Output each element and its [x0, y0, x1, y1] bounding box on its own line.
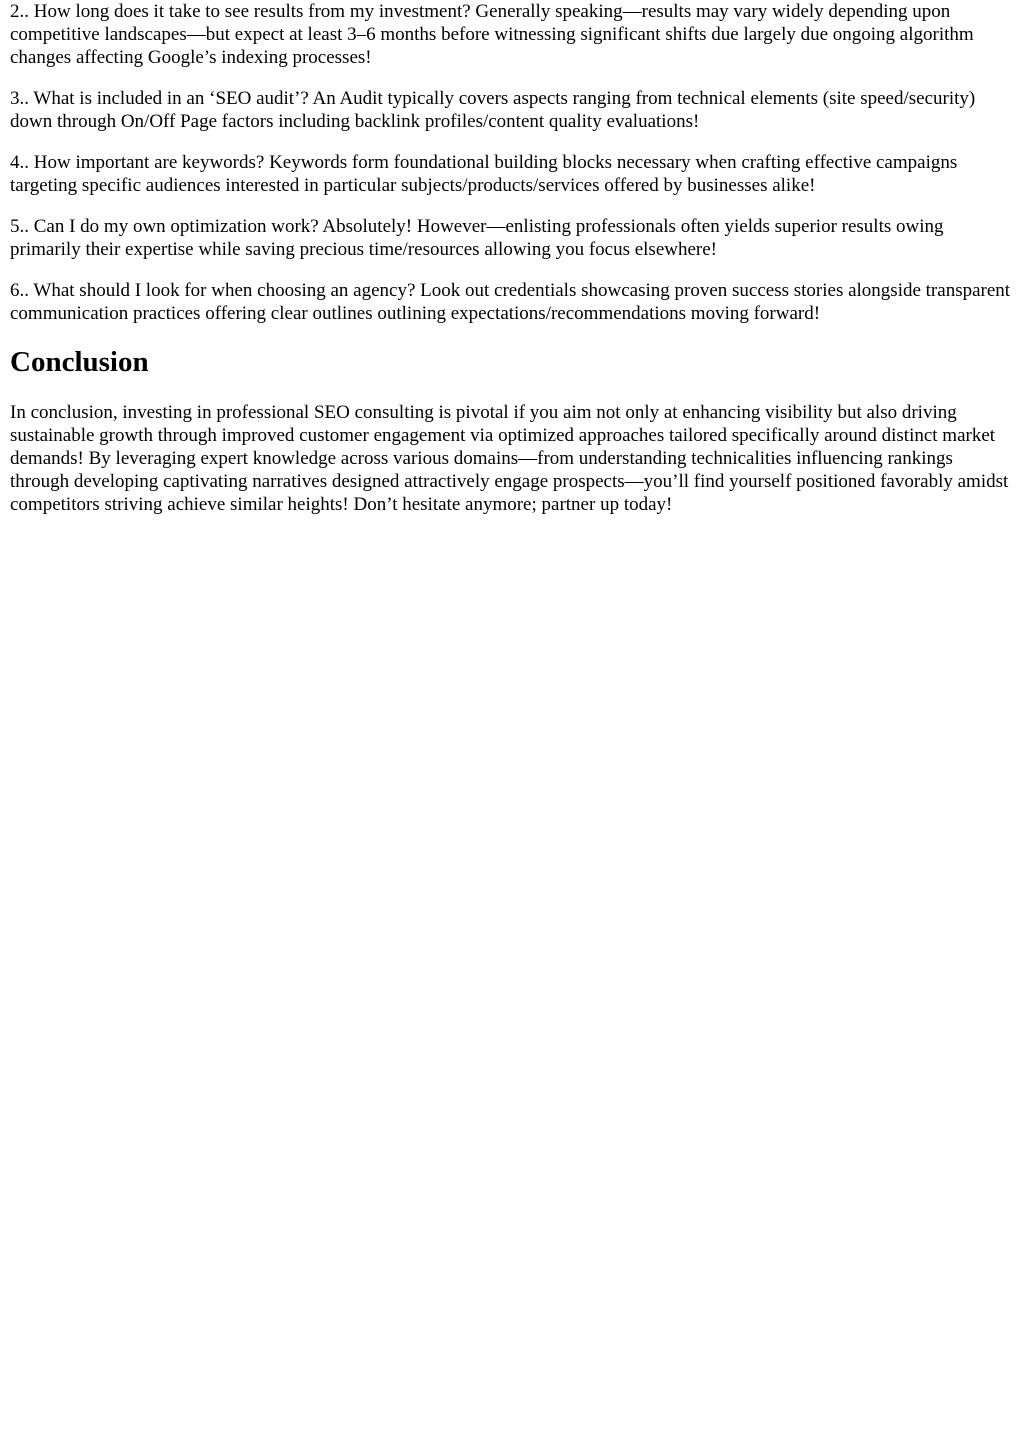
faq-item: 3.. What is included in an ‘SEO audit’? An Audit typically covers aspects ranging from technical elements (site speed/security) down through On/Off Page factors including backlink profiles/content quality evaluations!: [10, 88, 976, 132]
faq-item: 4.. How important are keywords? Keywords form foundational building blocks necessary when crafting effective campaigns targeting specific audiences interested in particular subjects/products/services offered by businesses alike!: [10, 152, 958, 196]
faq-list: [10, 0, 1014, 325]
document-page: [0, 0, 1024, 516]
faq-item: 6.. What should I look for when choosing an agency? Look out credentials showcasing proven success stories alongside transparent communication practices offering clear outlines outlining expectations/recommendations moving forward!: [10, 280, 1011, 324]
conclusion-heading: Conclusion: [10, 346, 149, 378]
faq-item: 5.. Can I do my own optimization work? Absolutely! However—enlisting professionals often yields superior results owing primarily their expertise while saving precious time/resources allowing you focus elsewhere!: [10, 216, 944, 260]
faq-item: 2.. How long does it take to see results from my investment? Generally speaking—results may vary widely depending upon competitive landscapes—but expect at least 3–6 months before witnessing significant shifts due largely due ongoing algorithm changes affecting Google’s indexing processes!: [10, 1, 974, 68]
conclusion-paragraph: In conclusion, investing in professional SEO consulting is pivotal if you aim not only at enhancing visibility but also driving sustainable growth through improved customer engagement via optimized approaches tailored specifically around distinct market demands! By leveraging expert knowledge across various domains—from understanding technicalities influencing rankings through developing captivating narratives designed attractively engage prospects—you’ll find yourself positioned favorably amidst competitors striving achieve similar heights! Don’t hesitate anymore; partner up today!: [10, 402, 1009, 515]
